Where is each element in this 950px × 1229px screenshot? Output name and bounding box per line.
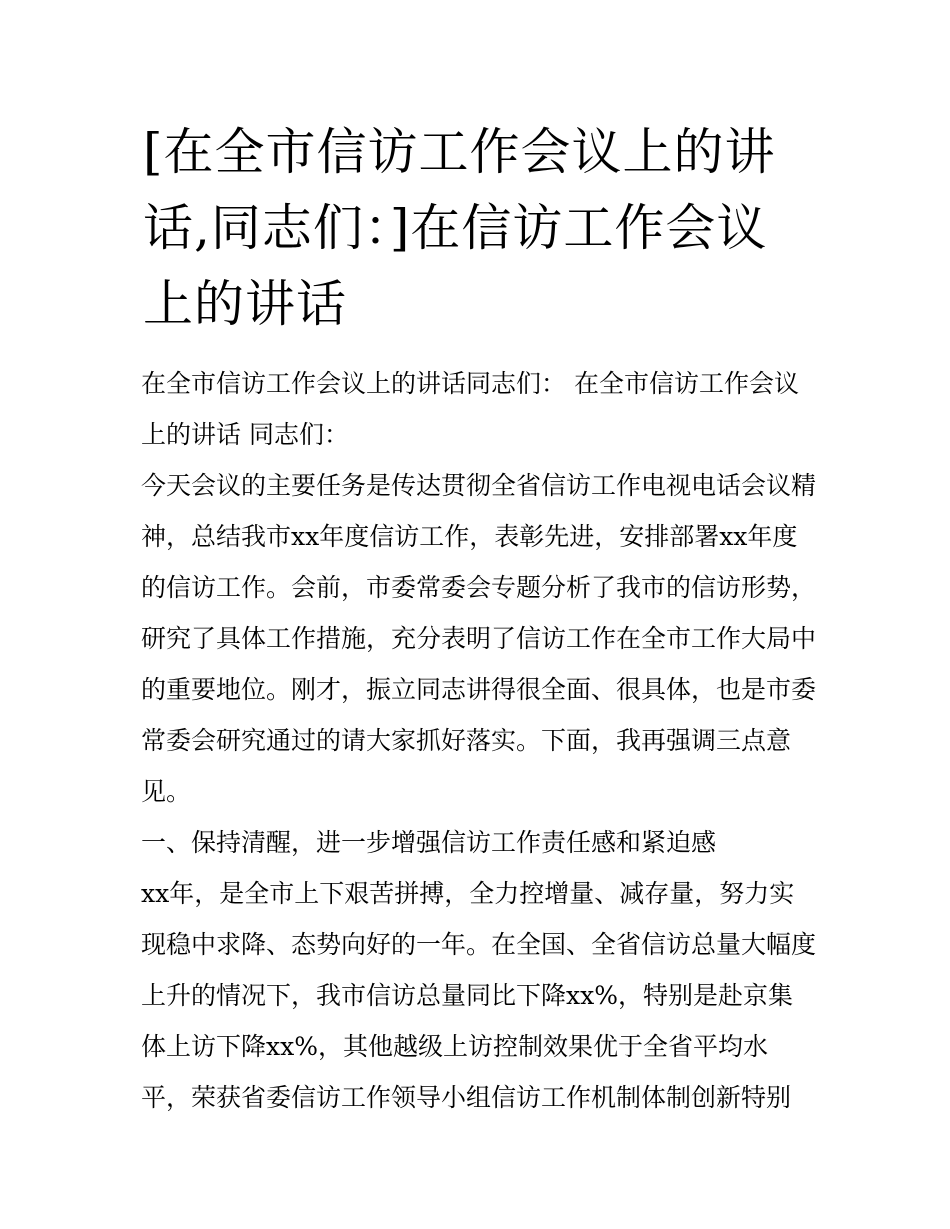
body-line: 在全市信访工作会议上的讲话同志们： 在全市信访工作会议: [141, 369, 799, 398]
document-body: [141, 358, 831, 1123]
title-line: 上的讲话: [143, 275, 347, 333]
body-line: xx年，是全市上下艰苦拼搏，全力控增量、减存量，努力实: [141, 879, 795, 908]
body-line: 今天会议的主要任务是传达贯彻全省信访工作电视电话会议精: [141, 471, 817, 500]
title-line: 话,同志们：]在信访工作会议: [143, 199, 768, 257]
body-line: 现稳中求降、态势向好的一年。在全国、全省信访总量大幅度: [141, 930, 817, 959]
body-line: 体上访下降xx%，其他越级上访控制效果优于全省平均水: [141, 1032, 768, 1061]
body-line: 上的讲话 同志们：: [141, 420, 349, 449]
body-line: 平，荣获省委信访工作领导小组信访工作机制体制创新特别: [141, 1083, 792, 1112]
body-line: 神，总结我市xx年度信访工作，表彰先进，安排部署xx年度: [141, 522, 798, 551]
title-line: [在全市信访工作会议上的讲: [143, 123, 776, 181]
section-heading: 一、保持清醒，进一步增强信访工作责任感和紧迫感: [141, 828, 717, 857]
body-line: 的重要地位。刚才，振立同志讲得很全面、很具体，也是市委: [141, 675, 817, 704]
body-line: 的信访工作。会前，市委常委会专题分析了我市的信访形势，: [141, 573, 817, 602]
document-title: [143, 114, 823, 342]
body-line: 常委会研究通过的请大家抓好落实。下面，我再强调三点意: [141, 726, 792, 755]
body-line: 上升的情况下，我市信访总量同比下降xx%，特别是赴京集: [141, 981, 793, 1010]
body-line: 见。: [141, 777, 192, 806]
body-line: 研究了具体工作措施，充分表明了信访工作在全市工作大局中: [141, 624, 817, 653]
